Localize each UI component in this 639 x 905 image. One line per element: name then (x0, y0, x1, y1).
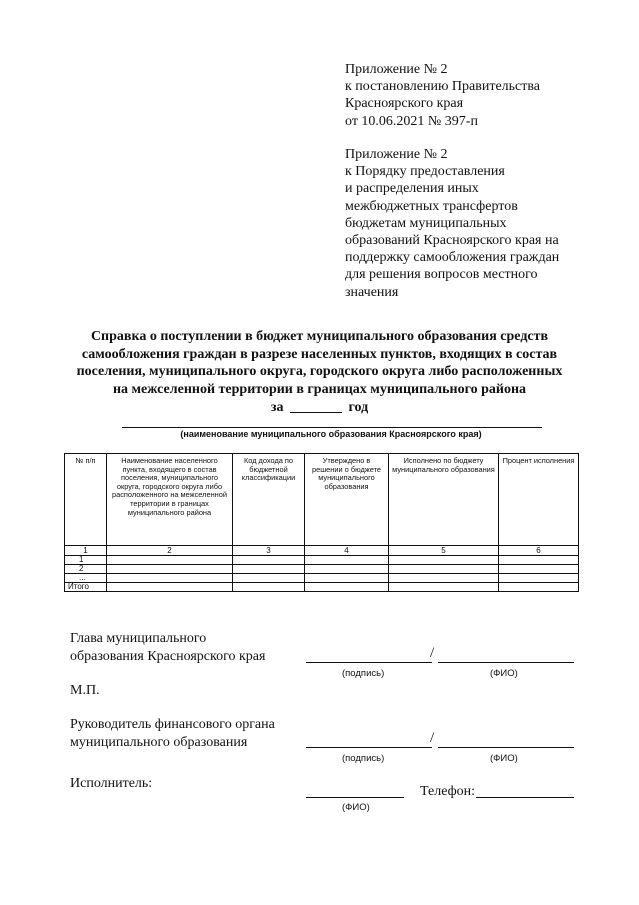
title-line: Справка о поступлении в бюджет муниципального образования средств (90, 329, 549, 344)
table-cell[interactable] (389, 565, 499, 574)
row-number-cell: ... (65, 574, 107, 583)
head-label-line: Глава муниципального (70, 631, 207, 646)
executor-label: Исполнитель: (70, 776, 153, 791)
column-number: 3 (233, 546, 305, 556)
finance-signature-separator: / (430, 730, 435, 746)
table-cell[interactable] (499, 556, 579, 565)
head-sign-caption: (подпись) (342, 668, 385, 679)
title-line: поселения, муниципального округа, городского округа либо расположенных (76, 364, 563, 380)
table-cell[interactable] (499, 574, 579, 583)
executor-fio-caption: (ФИО) (342, 802, 370, 813)
column-number: 2 (107, 546, 233, 556)
head-signature-separator: / (430, 645, 435, 661)
table-column-numbers-row (65, 546, 579, 556)
municipality-name-line[interactable] (122, 427, 542, 428)
table-cell[interactable] (389, 583, 499, 592)
head-fio-line[interactable] (438, 662, 574, 663)
table-cell[interactable] (499, 583, 579, 592)
phone-label: Телефон: (420, 784, 476, 799)
finance-label-line: муниципального образования (70, 734, 248, 750)
table-total-row (65, 583, 579, 592)
table-cell[interactable] (107, 556, 233, 565)
title-line: на межселенной территории в границах муниципального района (112, 381, 527, 397)
table-cell[interactable] (233, 565, 305, 574)
table-row (65, 556, 579, 565)
table-cell[interactable] (233, 556, 305, 565)
phone-line[interactable] (476, 797, 574, 798)
table-cell[interactable] (107, 583, 233, 592)
appendix-decree-block (345, 61, 540, 130)
header-cell-percent: Процент исполнения (499, 454, 579, 546)
document-title (0, 328, 639, 417)
receipts-table (64, 453, 579, 592)
appendix-procedure-line: Приложение № 2 (345, 147, 448, 162)
title-line: самообложения граждан в разрезе населенных пунктов, входящих в состав (81, 346, 558, 362)
title-year-line (0, 398, 639, 417)
total-label-cell: Итого (65, 583, 107, 592)
column-number: 6 (499, 546, 579, 556)
executor-fio-line[interactable] (306, 797, 404, 798)
finance-sign-caption: (подпись) (342, 753, 385, 764)
table-cell[interactable] (305, 574, 389, 583)
table-row (65, 565, 579, 574)
table-cell[interactable] (499, 565, 579, 574)
row-number-cell: 1 (65, 556, 107, 565)
stamp-place-label: М.П. (70, 683, 100, 698)
table-cell[interactable] (305, 556, 389, 565)
column-number: 4 (305, 546, 389, 556)
header-cell-approved: Утверждено в решении о бюджете муниципального образования (305, 454, 389, 546)
appendix-procedure-line: межбюджетных трансфертов (345, 198, 518, 214)
appendix-decree-line: к постановлению Правительства (345, 79, 541, 95)
appendix-decree-line: Приложение № 2 (345, 62, 448, 77)
finance-signature-line[interactable] (306, 747, 432, 748)
finance-fio-caption: (ФИО) (490, 753, 518, 764)
table-cell[interactable] (233, 583, 305, 592)
header-cell-executed: Исполнено по бюджету муниципального образования (389, 454, 499, 546)
appendix-procedure-block (345, 146, 559, 301)
appendix-procedure-line: значения (345, 284, 399, 300)
appendix-procedure-line: бюджетам муниципальных (345, 215, 507, 231)
table-cell[interactable] (305, 583, 389, 592)
table-cell[interactable] (233, 574, 305, 583)
appendix-procedure-line: образований Красноярского края на (345, 233, 559, 249)
header-cell-income-code: Код дохода по бюджетной классификации (233, 454, 305, 546)
head-signature-label (70, 630, 265, 665)
finance-fio-line[interactable] (438, 747, 574, 748)
head-signature-line[interactable] (306, 662, 432, 663)
table-header-row (65, 454, 579, 546)
column-number: 1 (65, 546, 107, 556)
table-cell[interactable] (107, 565, 233, 574)
year-suffix: год (348, 400, 369, 416)
table-cell[interactable] (107, 574, 233, 583)
finance-label-line: Руководитель финансового органа (70, 717, 275, 732)
finance-head-label (70, 716, 275, 751)
head-label-line: образования Красноярского края (70, 648, 266, 664)
header-cell-number: № п/п (65, 454, 107, 546)
year-prefix: за (270, 400, 284, 416)
column-number: 5 (389, 546, 499, 556)
appendix-decree-line: Красноярского края (345, 96, 464, 112)
appendix-procedure-line: к Порядку предоставления (345, 164, 505, 180)
appendix-procedure-line: поддержку самообложения граждан (345, 250, 560, 266)
head-fio-caption: (ФИО) (490, 668, 518, 679)
year-blank[interactable] (290, 398, 342, 413)
table-cell[interactable] (389, 574, 499, 583)
table-cell[interactable] (389, 556, 499, 565)
table-cell[interactable] (305, 565, 389, 574)
row-number-cell: 2 (65, 565, 107, 574)
table-row (65, 574, 579, 583)
appendix-decree-line: от 10.06.2021 № 397-п (345, 113, 478, 129)
municipality-name-caption: (наименование муниципального образования Красноярского края) (180, 429, 482, 439)
header-cell-locality: Наименование населенного пункта, входящего в состав поселения, муниципального округа, городского округа либо расположенного на межселенной территории в границах муниципального района (107, 454, 233, 546)
appendix-procedure-line: и распределения иных (345, 181, 479, 197)
appendix-procedure-line: для решения вопросов местного (345, 267, 538, 283)
